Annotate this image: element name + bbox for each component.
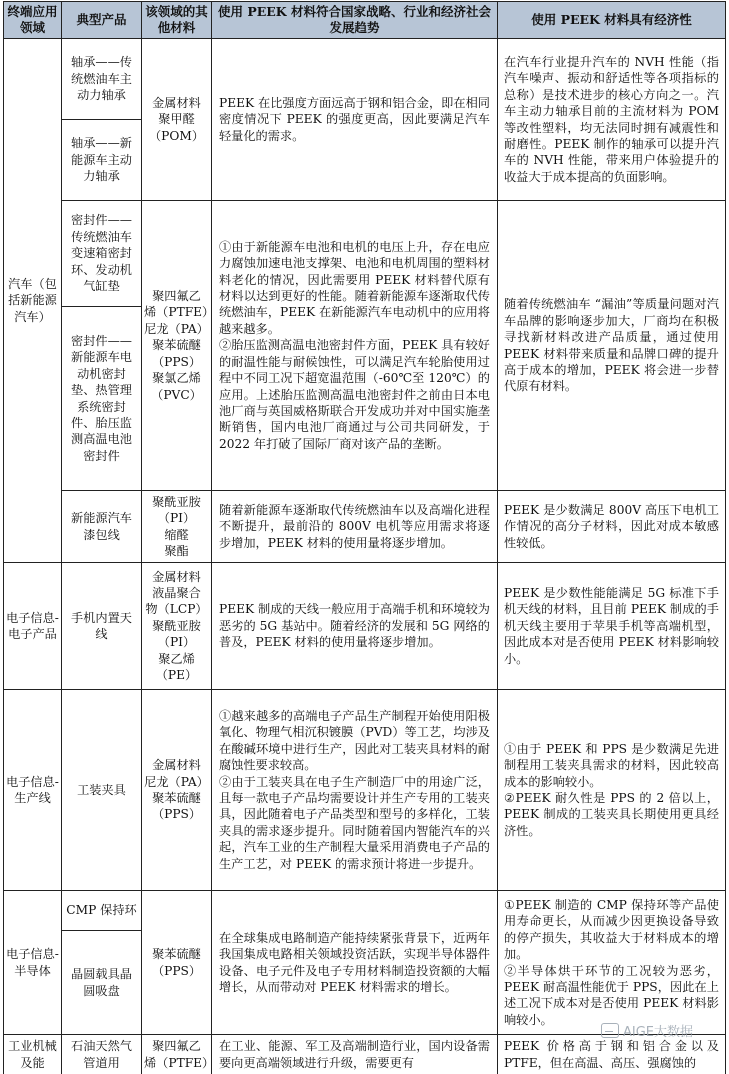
material-item: （PPS）: [151, 963, 202, 978]
table-row: [4, 491, 726, 563]
economic-cell: [498, 690, 726, 891]
product-cell: 轴承——新能源车主动力轴承: [62, 120, 142, 201]
table-row: [4, 891, 726, 931]
product-cell: 密封件——传统燃油车变速箱密封环、发动机气缸垫: [62, 201, 142, 307]
watermark: [601, 1021, 693, 1040]
material-item: 聚酰亚胺: [152, 618, 201, 633]
product-cell: 新能源汽车漆包线: [62, 491, 142, 563]
material-item: （PVC）: [151, 387, 202, 402]
header-product: 典型产品: [62, 2, 142, 39]
materials-cell: [142, 491, 212, 563]
material-item: 聚四氟乙: [152, 289, 201, 304]
trend-point-2: ②由于工装夹具在电子生产制造厂中的用途广泛，且每一款电子产品均需要设计并生产专用的工装夹具，因此随着电子产品类型和型号的多样化，工装夹具的需求逐步提升。同时随着国内智能汽车的兴起，汽车工业的生产制程大量采用消费电子产品的生产工艺，对 PEEK 的需求预计将进一步提升。: [219, 774, 490, 871]
material-item: （PPS）: [151, 807, 202, 822]
peek-application-table: [3, 1, 726, 1074]
material-item: 物（LCP）: [145, 602, 208, 617]
economic-cell: 在汽车行业提升汽车的 NVH 性能（指汽车噪声、振动和舒适性等各项指标的总称）是技术进步的核心方向之一。汽车主动力轴承目前的主流材料为 POM 等改性塑料，均无法同时拥有减震性和耐磨性。PEEK 制作的轴承可以提升汽车的 NVH 性能，带来用户体验提升的收益大于成本提高的负面影响。: [498, 39, 726, 201]
material-item: 聚酯: [164, 543, 189, 558]
economic-cell: PEEK 价格高于钢和铝合金以及 PTFE，但在高温、高压、强腐蚀的: [498, 1035, 726, 1074]
header-trend: 使用 PEEK 材料符合国家战略、行业和经济社会发展趋势: [212, 2, 498, 39]
economic-cell: 随着传统燃油车 “漏油”等质量问题对汽车品牌的影响逐步加大，厂商均在积极寻找新材料改进产品质量，通过使用 PEEK 材料带来质量和品牌口碑的提升高于成本的增加，PEEK 将会进一步替代原有材料。: [498, 201, 726, 491]
material-item: 聚甲醛: [158, 112, 195, 127]
table-row: [4, 563, 726, 690]
materials-cell: [142, 1035, 215, 1074]
material-item: 金属材料: [152, 569, 201, 584]
domain-cell: 电子信息-电子产品: [4, 563, 62, 690]
economic-cell: PEEK 是少数满足 800V 高压下电机工作情况的高分子材料，因此对成本敏感性较低。: [498, 491, 726, 563]
material-item: （PE）: [155, 668, 198, 683]
material-item: 烯（PTFE）: [144, 305, 215, 320]
materials-cell: [142, 690, 212, 891]
product-cell: 密封件——新能源车电动机密封垫、热管理系统密封件、胎压监测高温电池密封件: [62, 307, 142, 491]
table-row: [4, 1035, 726, 1074]
material-item: 聚四氟乙: [152, 1039, 201, 1054]
trend-cell: [212, 201, 498, 491]
trend-point-1: ①越来越多的高端电子产品生产制程开始使用阳极氧化、物理气相沉积镀膜（PVD）等工艺，均涉及在酸碱环境中进行生产，因此对工装夹具材料的耐腐蚀性要求较高。: [219, 708, 490, 773]
material-item: 烯（PTFE）: [144, 1055, 215, 1070]
material-item: 聚乙烯: [158, 651, 195, 666]
product-cell: 轴承——传统燃油车主动力轴承: [62, 39, 142, 120]
product-cell: CMP 保持环: [62, 891, 142, 931]
materials-cell: [142, 891, 212, 1035]
material-item: 尼龙（PA）: [144, 774, 209, 789]
table-row: [4, 201, 726, 307]
domain-cell: 电子信息-生产线: [4, 690, 62, 891]
material-item: 聚苯硫醚: [152, 338, 201, 353]
trend-cell: 在全球集成电路制造产能持续紧张背景下，近两年我国集成电路相关领域投资活跃，实现半导体器件设备、电子元件及电子专用材料制造投资额的大幅增长，从而带动对 PEEK 材料需求的增长。: [212, 891, 498, 1035]
materials-cell: [142, 39, 212, 201]
economic-point-2: ②PEEK 耐久性是 PPS 的 2 倍以上，PEEK 制成的工装夹具长期使用更具经济性。: [504, 791, 719, 838]
material-item: 聚苯硫醚: [152, 791, 201, 805]
material-item: （PPS）: [151, 354, 202, 369]
domain-cell: 工业机械及能: [4, 1035, 62, 1074]
material-item: （POM）: [148, 128, 205, 143]
material-item: （PI）: [157, 511, 196, 526]
table-row: [4, 39, 726, 120]
material-item: 金属材料: [152, 758, 201, 773]
product-cell: 手机内置天线: [62, 563, 142, 690]
header-domain: 终端应用领域: [4, 2, 62, 39]
material-item: （PI）: [157, 635, 196, 650]
trend-cell: [212, 690, 498, 891]
product-cell: 工装夹具: [62, 690, 142, 891]
economic-point-1: ①PEEK 制造的 CMP 保持环等产品使用寿命更长，从而减少因更换设备导致的停产损失，其收益大于材料成本的增加。: [504, 897, 719, 962]
table-header-row: [4, 2, 726, 39]
trend-point-1: ①由于新能源车电池和电机的电压上升，存在电应力腐蚀加速电池支撑架、电池和电机周围的塑料材料老化的情况，因此需要用 PEEK 材料替代原有材料以达到更好的性能。随着新能源车逐渐取代传统燃油车，PEEK 在新能源汽车电动机中的应用将越来越多。: [219, 239, 490, 336]
material-item: 缩醛: [164, 527, 189, 542]
trend-point-2: ②胎压监测高温电池密封件方面，PEEK 具有较好的耐温性能与耐候蚀性，可以满足汽车轮胎使用过程中不同工况下超宽温范围（-60℃至 120℃）的应用。上述胎压监测高温电池密封件之前由日本电池厂商与英国威格斯联合开发成功并对中国实施垄断销售，国内电池厂商通过与公司共同研发，于 2022 年打破了国际厂商对该产品的垄断。: [219, 338, 490, 451]
trend-cell: PEEK 制成的天线一般应用于高端手机和环境较为恶劣的 5G 基站中。随着经济的发展和 5G 网络的普及，PEEK 材料的使用量将逐步增加。: [212, 563, 498, 690]
domain-cell: 电子信息-半导体: [4, 891, 62, 1035]
economic-point-2: ②半导体烘干环节的工况较为恶劣，PEEK 耐高温性能优于 PPS，因此在上述工况下成本对是否使用 PEEK 材料影响较小。: [504, 963, 719, 1027]
header-other-materials: 该领域的其他材料: [142, 2, 212, 39]
material-item: 尼龙（PA）: [144, 321, 209, 336]
watermark-text: AIGE大数据: [622, 1025, 693, 1040]
materials-cell: [142, 563, 212, 690]
material-item: 聚苯硫醚: [152, 947, 201, 962]
economic-cell: PEEK 是少数性能能满足 5G 标准下手机天线的材料，且目前 PEEK 制成的手机天线主要用于苹果手机等高端机型，因此成本对是否使用 PEEK 材料影响较小。: [498, 563, 726, 690]
chat-bubble-icon: [601, 1023, 619, 1038]
material-item: 液晶聚合: [152, 585, 201, 600]
economic-point-1: ①由于 PEEK 和 PPS 是少数满足先进制程用工装夹具需求的材料，因此较高成本的影响较小。: [504, 741, 719, 789]
material-item: 聚氯乙烯: [152, 371, 201, 386]
product-cell: 晶圆载具晶圆吸盘: [62, 931, 142, 1035]
product-cell: 石油天然气管道用: [62, 1035, 142, 1074]
economic-cell: [498, 891, 726, 1035]
table-row: [4, 690, 726, 891]
trend-cell: 在工业、能源、军工及高端制造行业，国内设备需要向更高端领域进行升级，需要更有: [212, 1035, 498, 1074]
material-item: 金属材料: [152, 95, 201, 110]
header-economic: 使用 PEEK 材料具有经济性: [498, 2, 726, 39]
domain-cell: 汽车（包括新能源汽车）: [4, 39, 62, 563]
trend-cell: PEEK 在比强度方面远高于钢和铝合金，即在相同密度情况下 PEEK 的强度更高，因此要满足汽车轻量化的需求。: [212, 39, 498, 201]
trend-cell: 随着新能源车逐渐取代传统燃油车以及高端化进程不断提升，最前沿的 800V 电机等应用需求将逐步增加，PEEK 材料的使用量将逐步增加。: [212, 491, 498, 563]
material-item: 聚酰亚胺: [152, 494, 201, 509]
materials-cell: [142, 201, 215, 491]
